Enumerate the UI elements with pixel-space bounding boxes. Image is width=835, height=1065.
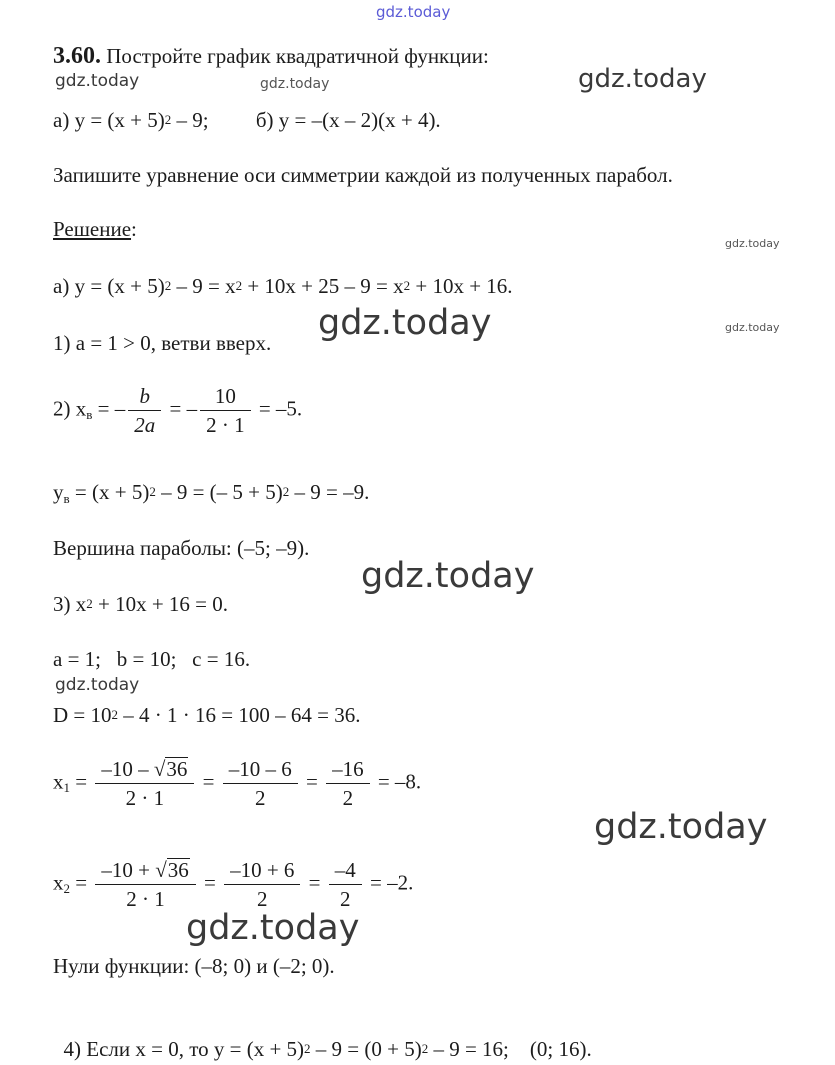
fraction: $\frac{-4}{2}$ [329, 856, 362, 913]
watermark: gdz.today [260, 76, 330, 92]
problem-number: 3.60. [53, 43, 101, 69]
item-a: а) $y = (x + 5)^2 - 9$; [53, 108, 209, 132]
root-x2: $x_2$ = $\frac{-10 + √36}{2 \cdot 1}$ = $\frac{-10 + 6}{2}$ = $\frac{-4}{2}$ = –2. [53, 858, 414, 911]
fraction: $\frac{-10 + √36}{2 \cdot 1}$ [95, 856, 195, 913]
watermark: gdz.today [725, 237, 780, 250]
step-2-vertex-x: 2) $x_в$ = – $\frac{b}{2a}$ = – $\frac{10}{2 \cdot 1}$ = –5. [53, 384, 303, 437]
step-1: 1) a = 1 > 0, ветви вверх. [53, 331, 272, 355]
vertex-y: $y_в = (x + 5)^2 - 9$ = (– 5 + 5)$^2$ – 9 = –9. [53, 480, 370, 506]
solution-a-expand: а) $y = (x + 5)^2 - 9 = x^2 + 10x + 25 - 9 = x^2 + 10x + 16$. [53, 274, 513, 298]
fraction: $\frac{-16}{2}$ [326, 755, 370, 812]
problem-title [53, 43, 489, 69]
item-b: б) y = –(x – 2)(x + 4). [255, 108, 441, 132]
watermark: gdz.today [55, 675, 140, 695]
coefficients: a = 1; b = 10; c = 16. [53, 647, 251, 671]
root-x1: $x_1$ = $\frac{-10 - √36}{2 \cdot 1}$ = $\frac{-10 - 6}{2}$ = $\frac{-16}{2}$ = –8. [53, 757, 422, 810]
watermark: gdz.today [725, 321, 780, 334]
function-zeros: Нули функции: (–8; 0) и (–2; 0). [53, 954, 335, 978]
watermark: gdz.today [594, 807, 768, 847]
fraction: $\frac{10}{2 \cdot 1}$ [200, 382, 251, 439]
fraction: $\frac{-10 - 6}{2}$ [223, 755, 298, 812]
vertex-point: Вершина параболы: (–5; –9). [53, 536, 310, 560]
problem-task: Запишите уравнение оси симметрии каждой из полученных парабол. [53, 163, 673, 187]
watermark: gdz.today [55, 71, 140, 91]
watermark-top: gdz.today [376, 3, 451, 21]
problem-items [53, 107, 441, 136]
fraction: $\frac{-10 + 6}{2}$ [224, 856, 300, 913]
problem-title-text: Постройте график квадратичной функции: [106, 44, 489, 68]
watermark: gdz.today [186, 908, 360, 948]
watermark: gdz.today [318, 303, 492, 343]
discriminant: $D = 10^2 - 4 \cdot 1 \cdot 16 = 100 - 64 = 36$. [53, 703, 361, 727]
step-3-equation: 3) $x^2 + 10x + 16 = 0$. [53, 592, 229, 616]
fraction: $\frac{b}{2a}$ [128, 382, 161, 439]
step-4-y-intercept: 4) Если x = 0, то $y = (x + 5)^2 - 9 = (0 + 5)^2 - 9 = 16$; (0; 16). [63, 1037, 592, 1061]
watermark: gdz.today [578, 64, 707, 94]
solution-heading: Решение: [53, 217, 137, 241]
watermark: gdz.today [361, 556, 535, 596]
fraction: $\frac{-10 - √36}{2 \cdot 1}$ [95, 755, 194, 812]
